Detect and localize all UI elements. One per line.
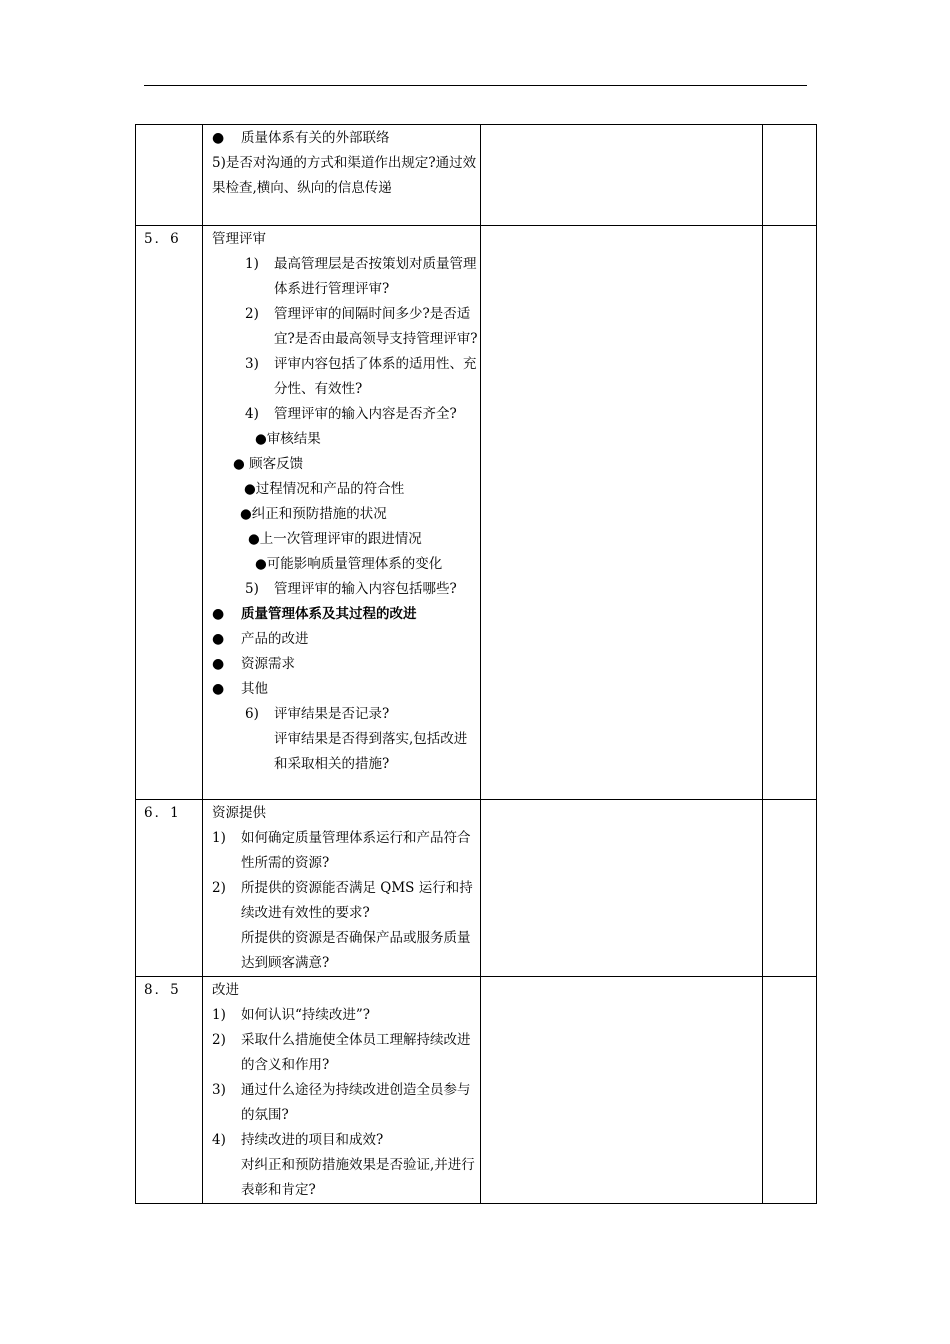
list-item: 3) 评审内容包括了体系的适用性、充分性、有效性? xyxy=(245,356,477,397)
list-item: 2) 所提供的资源能否满足 QMS 运行和持续改进有效性的要求? xyxy=(212,880,473,921)
header-rule xyxy=(144,85,807,86)
clause-cell xyxy=(136,226,203,800)
table-row xyxy=(136,226,817,800)
list-item: ● 其他 xyxy=(212,681,268,697)
evidence-cell xyxy=(481,800,763,977)
list-item: 2) 管理评审的间隔时间多少?是否适宜?是否由最高领导支持管理评审? xyxy=(245,306,478,347)
clause-number: 6．1 xyxy=(144,805,181,821)
list-item: 评审结果是否得到落实,包括改进和采取相关的措施? xyxy=(274,731,468,772)
evidence-cell xyxy=(481,977,763,1204)
list-item: ●上一次管理评审的跟进情况 xyxy=(248,531,422,547)
list-item: ● 资源需求 xyxy=(212,656,295,672)
list-item: 5) 管理评审的输入内容包括哪些? xyxy=(245,581,457,597)
list-item: 1) 如何认识“持续改进”? xyxy=(212,1007,371,1023)
section-title: 资源提供 xyxy=(212,805,266,821)
list-item: ●纠正和预防措施的状况 xyxy=(240,506,387,522)
list-item: ● 顾客反馈 xyxy=(233,456,304,472)
list-item: 4) 管理评审的输入内容是否齐全? xyxy=(245,406,457,422)
paragraph: 5)是否对沟通的方式和渠道作出规定?通过效果检查,横向、纵向的信息传递 xyxy=(212,155,477,196)
list-item: 4) 持续改进的项目和成效? xyxy=(212,1132,384,1148)
result-cell xyxy=(763,125,817,226)
list-item: 3) 通过什么途径为持续改进创造全员参与的氛围? xyxy=(212,1082,471,1123)
clause-number: 5．6 xyxy=(144,231,181,247)
list-item: ● 质量管理体系及其过程的改进 xyxy=(212,606,417,622)
list-item: 对纠正和预防措施效果是否验证,并进行表彰和肯定? xyxy=(241,1157,475,1198)
evidence-cell xyxy=(481,226,763,800)
clause-cell xyxy=(136,125,203,226)
evidence-cell xyxy=(481,125,763,226)
table-row xyxy=(136,125,817,226)
content-cell xyxy=(203,977,481,1204)
list-item: 6) 评审结果是否记录? xyxy=(245,706,390,722)
result-cell xyxy=(763,226,817,800)
clause-number: 8．5 xyxy=(144,982,181,998)
list-item: 1) 如何确定质量管理体系运行和产品符合性所需的资源? xyxy=(212,830,471,871)
content-cell xyxy=(203,125,481,226)
result-cell xyxy=(763,977,817,1204)
result-cell xyxy=(763,800,817,977)
list-item: ●审核结果 xyxy=(255,431,321,447)
clause-cell xyxy=(136,800,203,977)
content-cell xyxy=(203,800,481,977)
audit-checklist-table xyxy=(135,124,817,1204)
table-row xyxy=(136,977,817,1204)
list-item: ● 产品的改进 xyxy=(212,631,309,647)
list-item: 1) 最高管理层是否按策划对质量管理体系进行管理评审? xyxy=(245,256,477,297)
section-title: 改进 xyxy=(212,982,239,998)
list-item: ●可能影响质量管理体系的变化 xyxy=(255,556,443,572)
list-item: ●过程情况和产品的符合性 xyxy=(244,481,405,497)
list-item: ● 质量体系有关的外部联络 xyxy=(212,130,390,146)
clause-cell xyxy=(136,977,203,1204)
content-cell xyxy=(203,226,481,800)
list-item: 所提供的资源是否确保产品或服务质量达到顾客满意? xyxy=(241,930,471,971)
list-item: 2) 采取什么措施使全体员工理解持续改进的含义和作用? xyxy=(212,1032,471,1073)
table-row xyxy=(136,800,817,977)
section-title: 管理评审 xyxy=(212,231,266,247)
